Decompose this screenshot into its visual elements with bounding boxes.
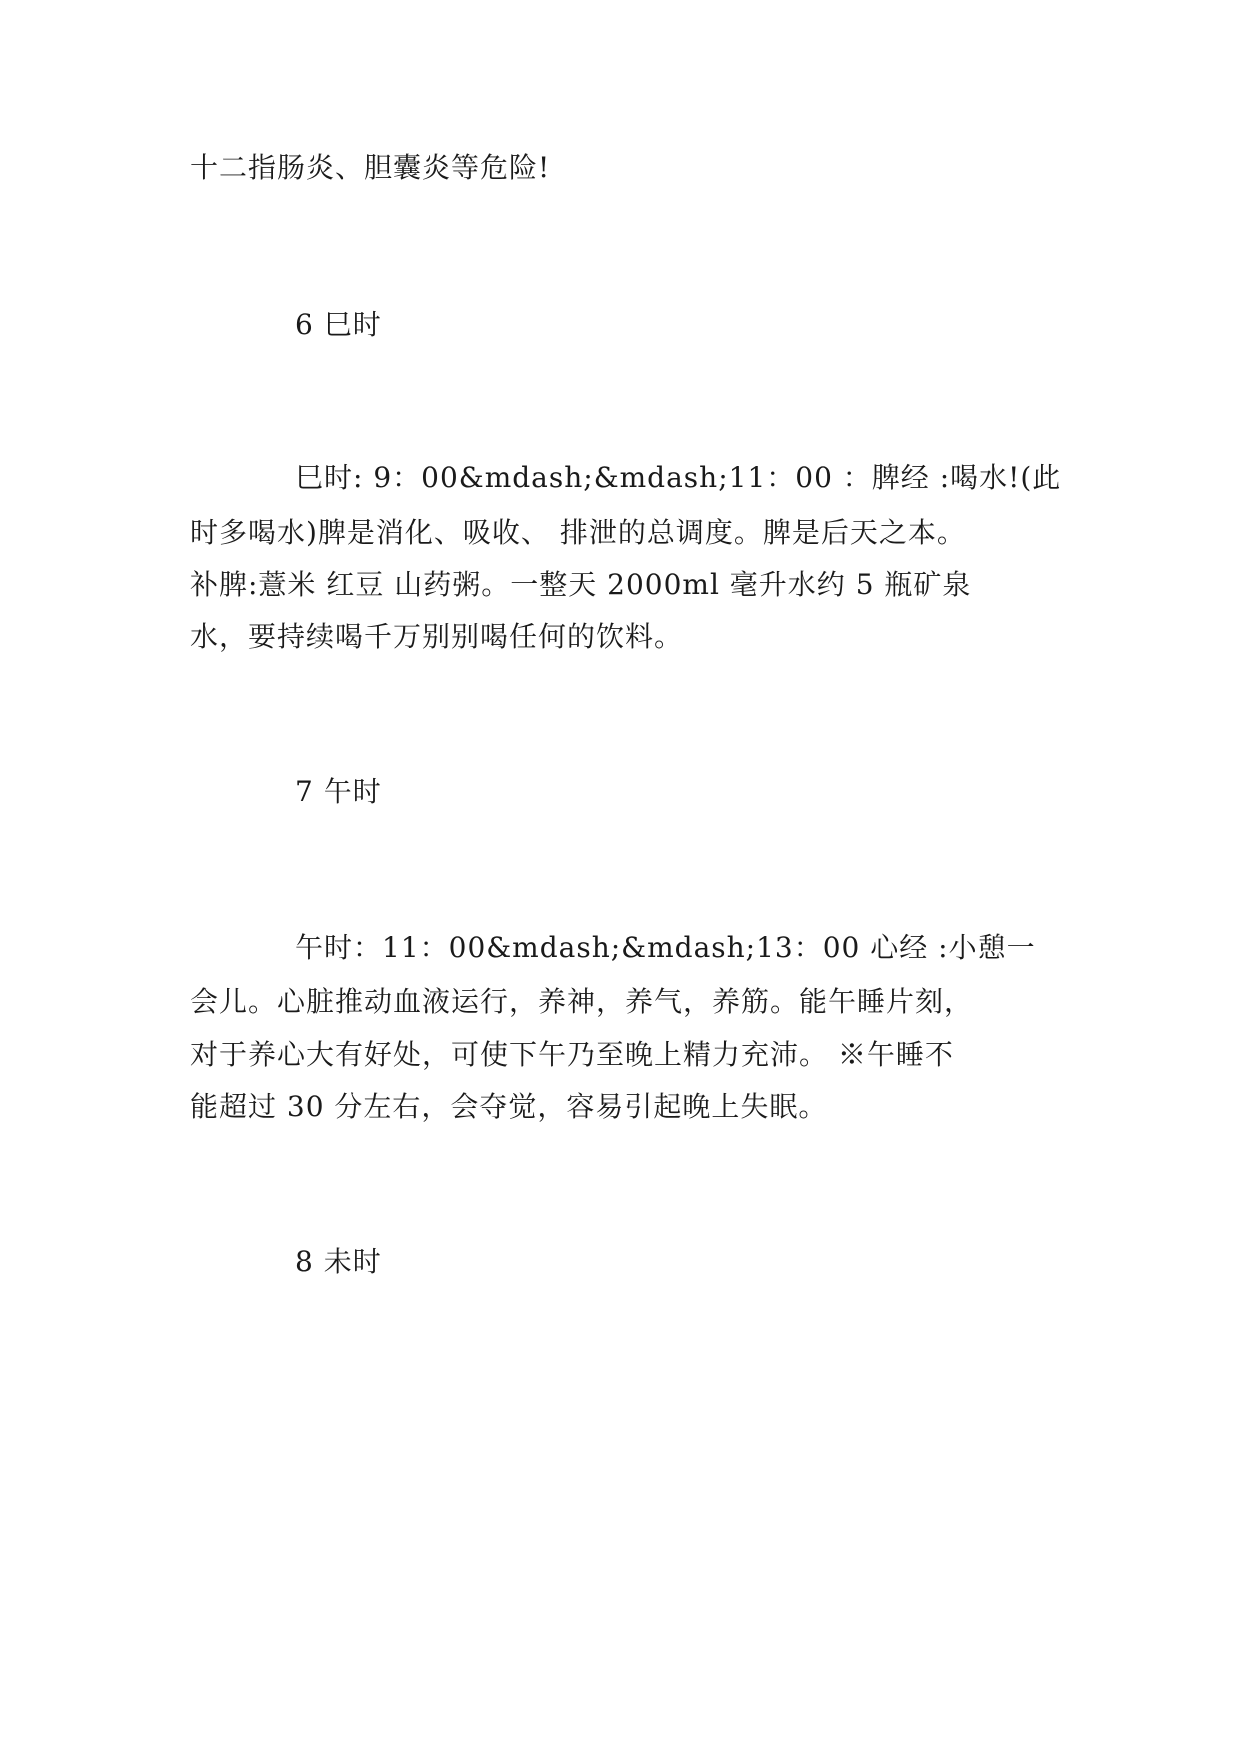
paragraph-line: 会儿。心脏推动血液运行，养神，养气，养筋。能午睡片刻， (190, 985, 974, 1018)
paragraph-line: 补脾:薏米 红豆 山药粥。一整天 2000ml 毫升水约 5 瓶矿泉 (190, 568, 972, 601)
paragraph-line: 巳时: 9：00&mdash;&mdash;11：00 ：脾经 :喝水!(此 (295, 461, 1062, 494)
paragraph-line: 时多喝水)脾是消化、吸收、 排泄的总调度。脾是后天之本。 (190, 516, 966, 549)
section-heading-wei-shi: 8 未时 (295, 1245, 382, 1278)
paragraph-line: 能超过 30 分左右，会夺觉，容易引起晚上失眠。 (190, 1090, 828, 1123)
paragraph-line: 午时：11：00&mdash;&mdash;13：00 心经 :小憩一 (295, 931, 1036, 964)
section-heading-wu-shi: 7 午时 (295, 775, 382, 808)
paragraph-line: 水，要持续喝千万别别喝任何的饮料。 (190, 620, 684, 653)
paragraph-line: 对于养心大有好处，可使下午乃至晚上精力充沛。 ※午睡不 (190, 1038, 954, 1071)
paragraph-continuation: 十二指肠炎、胆囊炎等危险! (190, 151, 551, 184)
section-heading-si-shi: 6 巳时 (295, 308, 382, 341)
